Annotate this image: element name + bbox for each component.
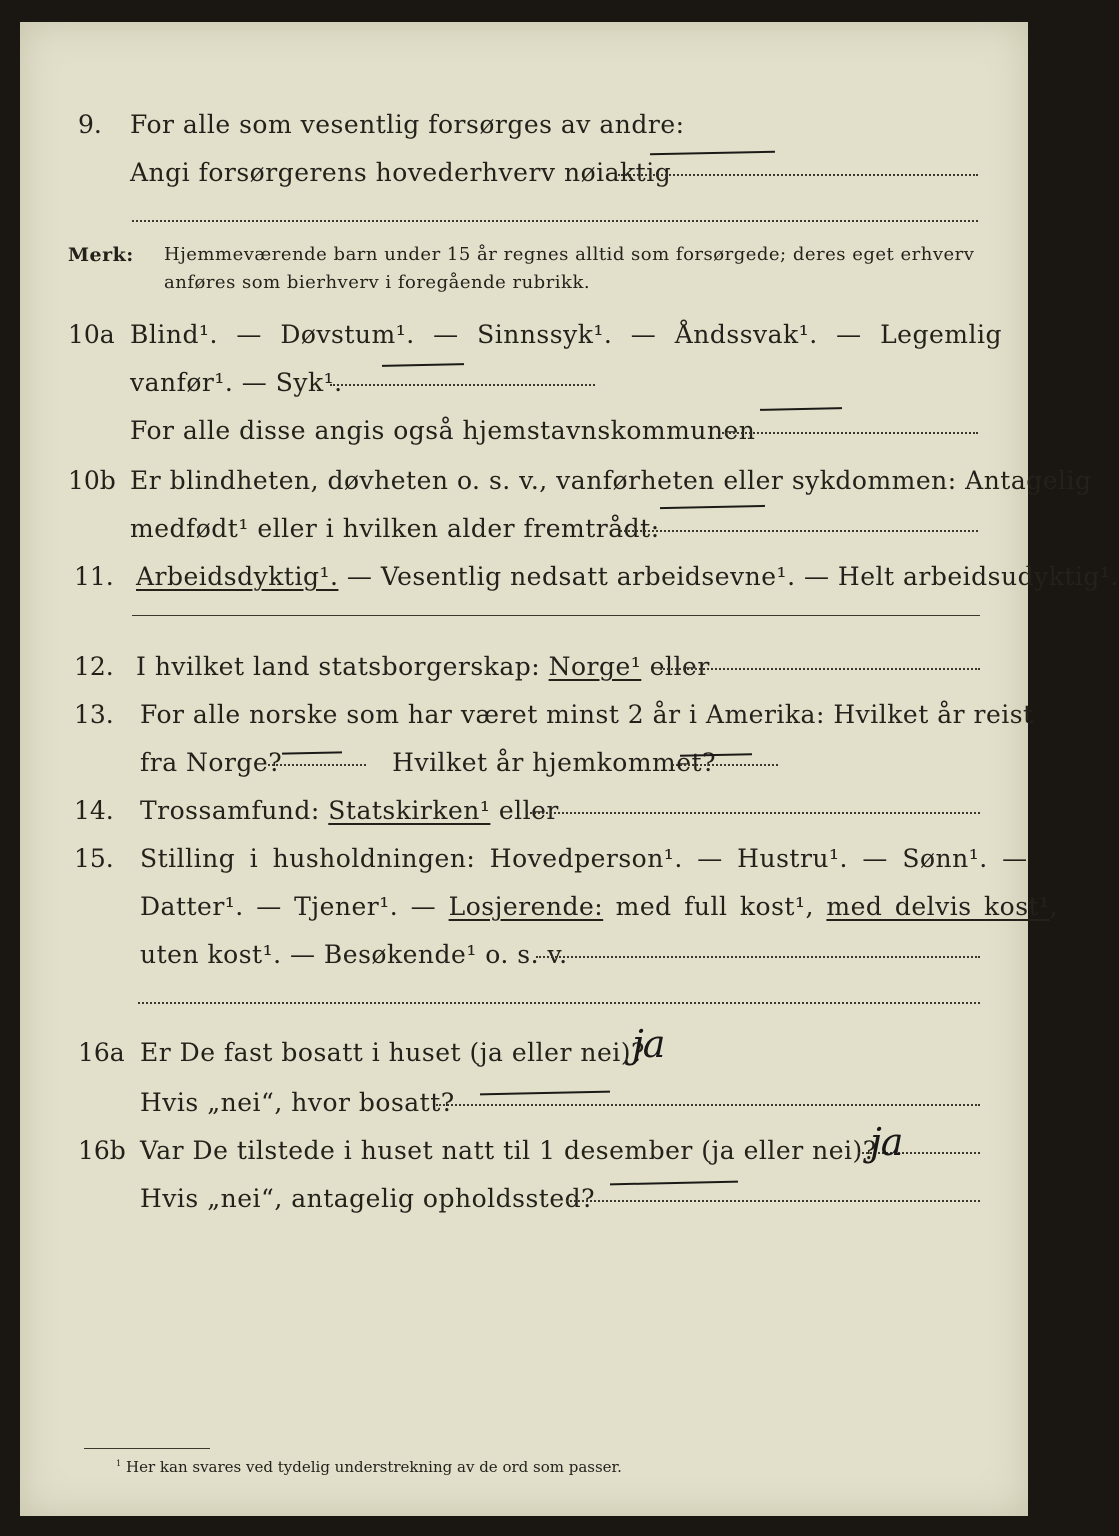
- handwritten-dash: [480, 1091, 610, 1096]
- handwritten-dash: [660, 505, 765, 509]
- handwritten-dash: [650, 151, 775, 156]
- handwritten-dash: [610, 1181, 738, 1186]
- answer-field[interactable]: [722, 432, 978, 434]
- item-16b-text-2: Hvis „nei“, antagelig opholdssted?: [140, 1184, 596, 1213]
- selected-option[interactable]: Losjerende:: [448, 892, 604, 921]
- item-12-number: 12.: [74, 652, 114, 681]
- answer-line[interactable]: [132, 615, 980, 616]
- footnote-rule: [84, 1448, 210, 1449]
- item-10a-text-3: For alle disse angis også hjemstavnskommunen: [130, 416, 756, 445]
- item-15-text: Stilling i husholdningen: Hovedperson¹. — Hustru¹. — Sønn¹. —: [140, 844, 1028, 873]
- answer-field-extra[interactable]: [138, 1002, 980, 1004]
- item-14-number: 14.: [74, 796, 114, 825]
- answer-field[interactable]: [660, 668, 980, 670]
- item-14-text: Trossamfund: Statskirken¹ eller: [140, 796, 559, 825]
- item-16a-text: Er De fast bosatt i huset (ja eller nei)?: [140, 1038, 645, 1067]
- item-13-text-2: fra Norge? Hvilket år hjemkommet?: [140, 748, 717, 777]
- answer-field[interactable]: [436, 1104, 980, 1106]
- answer-field[interactable]: [536, 956, 980, 958]
- item-9-text-2: Angi forsørgerens hovederhverv nøiaktig: [130, 158, 672, 187]
- item-16a-text-2: Hvis „nei“, hvor bosatt?: [140, 1088, 455, 1117]
- answer-field[interactable]: [268, 764, 366, 766]
- item-11-number: 11.: [74, 562, 114, 591]
- item-15-text-3: uten kost¹. — Besøkende¹ o. s. v.: [140, 940, 568, 969]
- handwritten-dash: [382, 363, 464, 367]
- item-13-text: For alle norske som har været minst 2 år i Amerika: Hvilket år reist: [140, 700, 1034, 729]
- handwritten-answer[interactable]: ja: [632, 1022, 665, 1066]
- item-11-text: Arbeidsdyktig¹. — Vesentlig nedsatt arbeidsevne¹. — Helt arbeidsudyktig¹.: [136, 562, 1119, 591]
- item-16b-number: 16b: [78, 1136, 126, 1165]
- answer-field[interactable]: [330, 384, 595, 386]
- selected-option[interactable]: Norge¹: [548, 652, 642, 681]
- item-16b-text: Var De tilstede i huset natt til 1 desember (ja eller nei)?: [140, 1136, 877, 1165]
- note-text-2: anføres som bierhverv i foregående rubrikk.: [164, 272, 591, 293]
- answer-field[interactable]: [672, 764, 778, 766]
- answer-field[interactable]: [526, 812, 980, 814]
- answer-field[interactable]: [620, 530, 978, 532]
- note-label: Merk:: [68, 244, 134, 266]
- handwritten-answer[interactable]: ja: [870, 1120, 903, 1164]
- item-10b-number: 10b: [68, 466, 116, 495]
- note-text: Hjemmeværende barn under 15 år regnes alltid som forsørgede; deres eget erhverv: [164, 244, 975, 265]
- item-10b-text-2: medfødt¹ eller i hvilken alder fremtrådt:: [130, 514, 660, 543]
- selected-option-2[interactable]: med delvis kost¹: [826, 892, 1050, 921]
- item-10b-text: Er blindheten, døvheten o. s. v., vanførheten eller sykdommen: Antagelig: [130, 466, 1092, 495]
- item-10a-number: 10a: [68, 320, 115, 349]
- item-9-text: For alle som vesentlig forsørges av andre:: [130, 110, 685, 139]
- selected-option[interactable]: Statskirken¹: [328, 796, 491, 825]
- item-9-number: 9.: [78, 110, 102, 139]
- answer-field[interactable]: [566, 1200, 980, 1202]
- item-10a-text: Blind¹. — Døvstum¹. — Sinnssyk¹. — Åndssvak¹. — Legemlig: [130, 320, 1002, 349]
- selected-option[interactable]: Arbeidsdyktig¹.: [136, 562, 339, 591]
- census-form-page: [20, 22, 1119, 1516]
- answer-field[interactable]: [618, 174, 978, 176]
- item-15-text-2: Datter¹. — Tjener¹. — Losjerende: med full kost¹, med delvis kost¹,: [140, 892, 1059, 921]
- item-13-number: 13.: [74, 700, 114, 729]
- handwritten-dash: [760, 407, 842, 411]
- answer-field-extra[interactable]: [132, 220, 978, 222]
- item-15-number: 15.: [74, 844, 114, 873]
- item-12-text: I hvilket land statsborgerskap: Norge¹ eller: [136, 652, 710, 681]
- item-10a-text-2: vanfør¹. — Syk¹.: [130, 368, 343, 397]
- footnote: $^1$ Her kan svares ved tydelig understrekning av de ord som passer.: [116, 1458, 622, 1476]
- item-16a-number: 16a: [78, 1038, 125, 1067]
